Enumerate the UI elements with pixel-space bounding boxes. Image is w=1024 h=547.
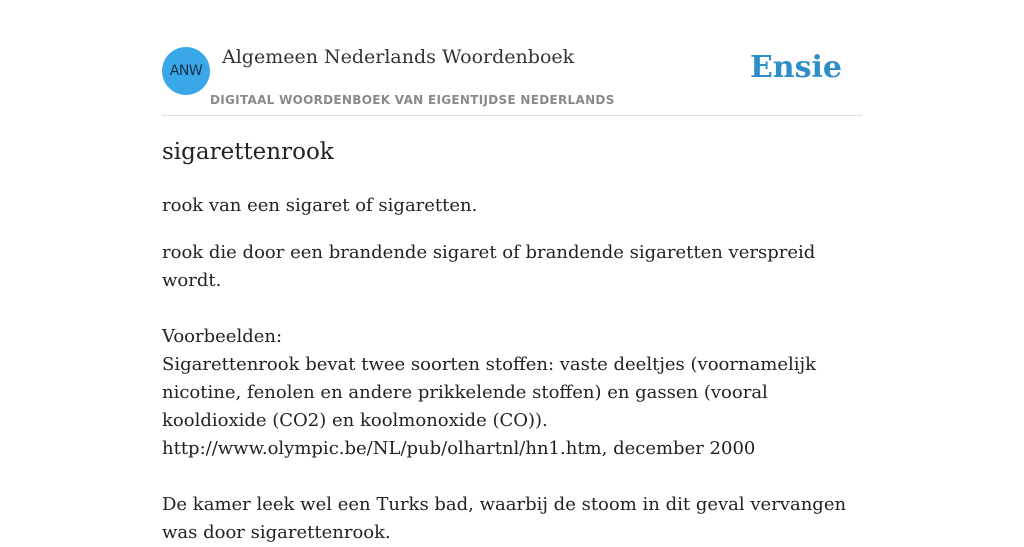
anw-logo[interactable]: ANW: [162, 47, 210, 95]
site-title[interactable]: Algemeen Nederlands Woordenboek: [222, 46, 575, 68]
site-subtitle: DIGITAAL WOORDENBOEK VAN EIGENTIJDSE NEDERLANDS: [210, 93, 615, 107]
example-quote: Sigarettenrook bevat twee soorten stoffen: vaste deeltjes (voornamelijk nicotine, fenolen en andere prikkelende stoffen) en gassen (vooral kooldioxide (CO2) en koolmonoxide (CO)).: [162, 354, 817, 431]
ensie-brand-link[interactable]: Ensie: [749, 50, 842, 85]
entry-description: rook die door een brandende sigaret of brandende sigaretten verspreid wordt.: [162, 242, 816, 291]
site-header: [162, 0, 862, 116]
examples-label: Voorbeelden:: [162, 326, 283, 347]
example-source: http://www.olympic.be/NL/pub/olhartnl/hn1.htm, december 2000: [162, 438, 756, 459]
entry-headword: sigarettenrook: [162, 139, 334, 165]
page-content: [162, 0, 862, 543]
entry-body: [162, 239, 862, 547]
example-quote: De kamer leek wel een Turks bad, waarbij de stoom in dit geval vervangen was door sigarettenrook.: [162, 494, 847, 543]
entry-definition: rook van een sigaret of sigaretten.: [162, 195, 478, 216]
